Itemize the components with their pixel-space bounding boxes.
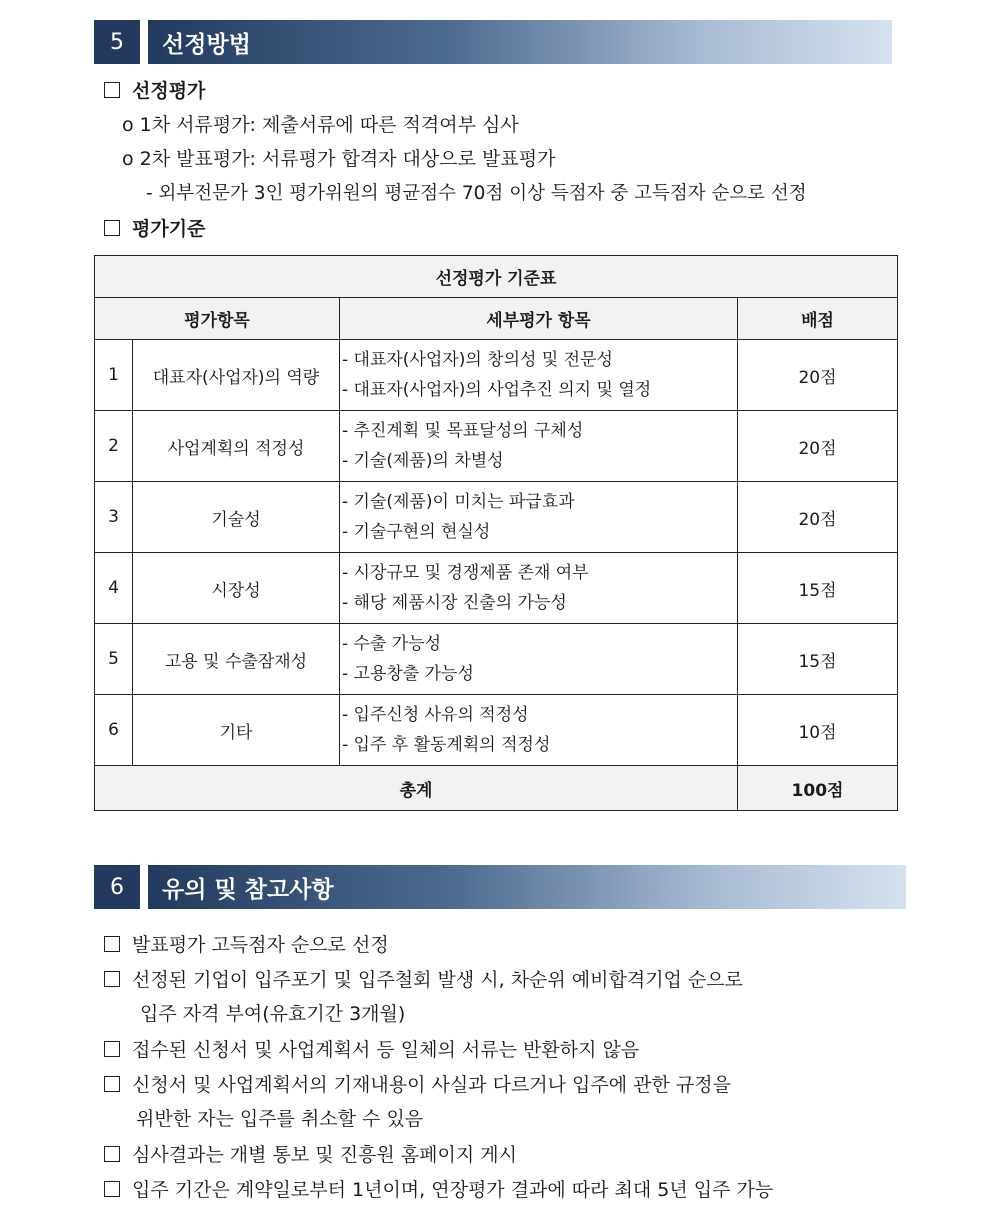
checkbox-square-icon bbox=[104, 220, 120, 236]
row-score: 20점 bbox=[738, 411, 898, 482]
eval-heading: 선정평가 bbox=[104, 78, 205, 104]
header-item: 평가항목 bbox=[95, 298, 340, 340]
header-score: 배점 bbox=[738, 298, 898, 340]
row-item: 대표자(사업자)의 역량 bbox=[133, 340, 340, 411]
section-6-title: 유의 및 참고사항 bbox=[148, 865, 906, 909]
header-detail: 세부평가 항목 bbox=[340, 298, 738, 340]
table-row bbox=[95, 340, 898, 411]
row-number: 5 bbox=[95, 624, 133, 695]
table-caption: 선정평가 기준표 bbox=[95, 256, 898, 298]
row-score: 15점 bbox=[738, 624, 898, 695]
row-score: 20점 bbox=[738, 482, 898, 553]
section-6-number: 6 bbox=[94, 865, 140, 909]
row-item: 기타 bbox=[133, 695, 340, 766]
checkbox-square-icon bbox=[104, 1041, 120, 1057]
row-details: - 대표자(사업자)의 창의성 및 전문성 - 대표자(사업자)의 사업추진 의지 및 열정 bbox=[340, 340, 738, 411]
checkbox-square-icon bbox=[104, 971, 120, 987]
row-score: 20점 bbox=[738, 340, 898, 411]
row-number: 4 bbox=[95, 553, 133, 624]
table-row bbox=[95, 411, 898, 482]
row-details: - 기술(제품)이 미치는 파급효과 - 기술구현의 현실성 bbox=[340, 482, 738, 553]
row-number: 1 bbox=[95, 340, 133, 411]
row-item: 시장성 bbox=[133, 553, 340, 624]
note-5: 심사결과는 개별 통보 및 진흥원 홈페이지 게시 bbox=[104, 1138, 517, 1172]
row-score: 15점 bbox=[738, 553, 898, 624]
section-6-header bbox=[94, 865, 906, 909]
eval-sub-item: - 외부전문가 3인 평가위원의 평균점수 70점 이상 득점자 중 고득점자 순으로 선정 bbox=[146, 183, 807, 204]
total-row bbox=[95, 766, 898, 811]
section-5-title: 선정방법 bbox=[148, 20, 892, 64]
table-row bbox=[95, 624, 898, 695]
checkbox-square-icon bbox=[104, 1076, 120, 1092]
note-2: 선정된 기업이 입주포기 및 입주철회 발생 시, 차순위 예비합격기업 순으로 bbox=[104, 963, 743, 997]
table-row bbox=[95, 695, 898, 766]
row-details: - 입주신청 사유의 적정성 - 입주 후 활동계획의 적정성 bbox=[340, 695, 738, 766]
row-number: 3 bbox=[95, 482, 133, 553]
row-number: 2 bbox=[95, 411, 133, 482]
row-number: 6 bbox=[95, 695, 133, 766]
row-details: - 수출 가능성 - 고용창출 가능성 bbox=[340, 624, 738, 695]
row-details: - 추진계획 및 목표달성의 구체성 - 기술(제품)의 차별성 bbox=[340, 411, 738, 482]
note-4: 신청서 및 사업계획서의 기재내용이 사실과 다르거나 입주에 관한 규정을 bbox=[104, 1068, 731, 1102]
eval-item-1: o 1차 서류평가: 제출서류에 따른 적격여부 심사 bbox=[122, 114, 519, 136]
total-label: 총계 bbox=[95, 766, 738, 811]
note-6: 입주 기간은 계약일로부터 1년이며, 연장평가 결과에 따라 최대 5년 입주 가능 bbox=[104, 1173, 773, 1207]
note-2-continued: 입주 자격 부여(유효기간 3개월) bbox=[140, 1003, 406, 1025]
criteria-heading: 평가기준 bbox=[104, 216, 205, 242]
table-row bbox=[95, 482, 898, 553]
row-item: 고용 및 수출잠재성 bbox=[133, 624, 340, 695]
section-5-number: 5 bbox=[94, 20, 140, 64]
criteria-table bbox=[94, 255, 898, 811]
row-item: 기술성 bbox=[133, 482, 340, 553]
table-row bbox=[95, 553, 898, 624]
section-5-header bbox=[94, 20, 892, 64]
eval-item-2: o 2차 발표평가: 서류평가 합격자 대상으로 발표평가 bbox=[122, 148, 556, 170]
note-3: 접수된 신청서 및 사업계획서 등 일체의 서류는 반환하지 않음 bbox=[104, 1033, 639, 1067]
note-4-continued: 위반한 자는 입주를 취소할 수 있음 bbox=[136, 1108, 424, 1130]
row-details: - 시장규모 및 경쟁제품 존재 여부 - 해당 제품시장 진출의 가능성 bbox=[340, 553, 738, 624]
row-item: 사업계획의 적정성 bbox=[133, 411, 340, 482]
checkbox-square-icon bbox=[104, 936, 120, 952]
total-score: 100점 bbox=[738, 766, 898, 811]
checkbox-square-icon bbox=[104, 1181, 120, 1197]
checkbox-square-icon bbox=[104, 82, 120, 98]
checkbox-square-icon bbox=[104, 1146, 120, 1162]
row-score: 10점 bbox=[738, 695, 898, 766]
note-1: 발표평가 고득점자 순으로 선정 bbox=[104, 928, 389, 962]
